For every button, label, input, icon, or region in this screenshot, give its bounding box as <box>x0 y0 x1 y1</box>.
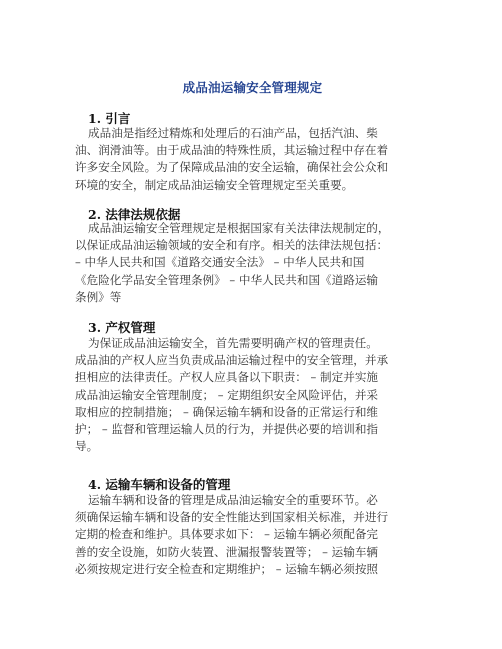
paragraph-line: 须确保运输车辆和设备的安全性能达到国家相关标准，并进行 <box>75 510 389 525</box>
section-body-introduction <box>75 125 430 194</box>
paragraph-line: 护； – 监督和管理运输人员的行为，并提供必要的培训和指 <box>75 422 379 437</box>
paragraph-line: – 中华人民共和国《道路交通安全法》 – 中华人民共和国 <box>75 255 365 270</box>
document-title: 成品油运输安全管理规定 <box>182 80 323 95</box>
paragraph-line: 《危险化学品安全管理条例》 – 中华人民共和国《道路运输 <box>75 272 379 287</box>
paragraph-line: 担相应的法律责任。产权人应具备以下职责： – 制定并实施 <box>75 370 379 385</box>
paragraph-line: 必须按规定进行安全检查和定期维护； – 运输车辆必须按照 <box>75 561 379 576</box>
paragraph-line: 许多安全风险。为了保障成品油的安全运输，确保社会公众和 <box>75 160 389 175</box>
paragraph-line: 以保证成品油运输领域的安全和有序。相关的法律法规包括： <box>75 238 389 253</box>
section-body-legal-basis <box>75 220 430 306</box>
section-heading-legal-basis: 2. 法律法规依据 <box>88 207 181 222</box>
paragraph-line: 成品油是指经过精炼和处理后的石油产品，包括汽油、柴 <box>88 126 378 140</box>
paragraph-line: 定期的检查和维护。具体要求如下： – 运输车辆必须配备完 <box>75 527 379 542</box>
paragraph-line: 成品油运输安全管理制度； – 定期组织安全风险评估，并采 <box>75 387 379 402</box>
paragraph-line: 油、润滑油等。由于成品油的特殊性质，其运输过程中存在着 <box>75 143 389 158</box>
paragraph-line: 环境的安全，制定成品油运输安全管理规定至关重要。 <box>75 177 354 192</box>
paragraph-line: 成品油的产权人应当负责成品油运输过程中的安全管理，并承 <box>75 353 389 368</box>
section-body-property-rights <box>75 335 430 455</box>
paragraph-line: 成品油运输安全管理规定是根据国家有关法律法规制定的， <box>88 221 390 235</box>
paragraph-line: 导。 <box>75 439 99 454</box>
section-heading-vehicle-equipment: 4. 运输车辆和设备的管理 <box>88 477 231 492</box>
paragraph-line: 取相应的控制措施； – 确保运输车辆和设备的正常运行和维 <box>75 404 379 419</box>
section-heading-introduction: 1. 引言 <box>88 111 131 126</box>
paragraph-line: 条例》等 <box>75 289 122 304</box>
section-body-vehicle-equipment <box>75 492 430 578</box>
paragraph-line: 运输车辆和设备的管理是成品油运输安全的重要环节。必 <box>88 493 378 507</box>
paragraph-line: 为保证成品油运输安全，首先需要明确产权的管理责任。 <box>88 336 378 350</box>
section-heading-property-rights: 3. 产权管理 <box>88 320 156 335</box>
paragraph-line: 善的安全设施，如防火装置、泄漏报警装置等； – 运输车辆 <box>75 544 379 559</box>
